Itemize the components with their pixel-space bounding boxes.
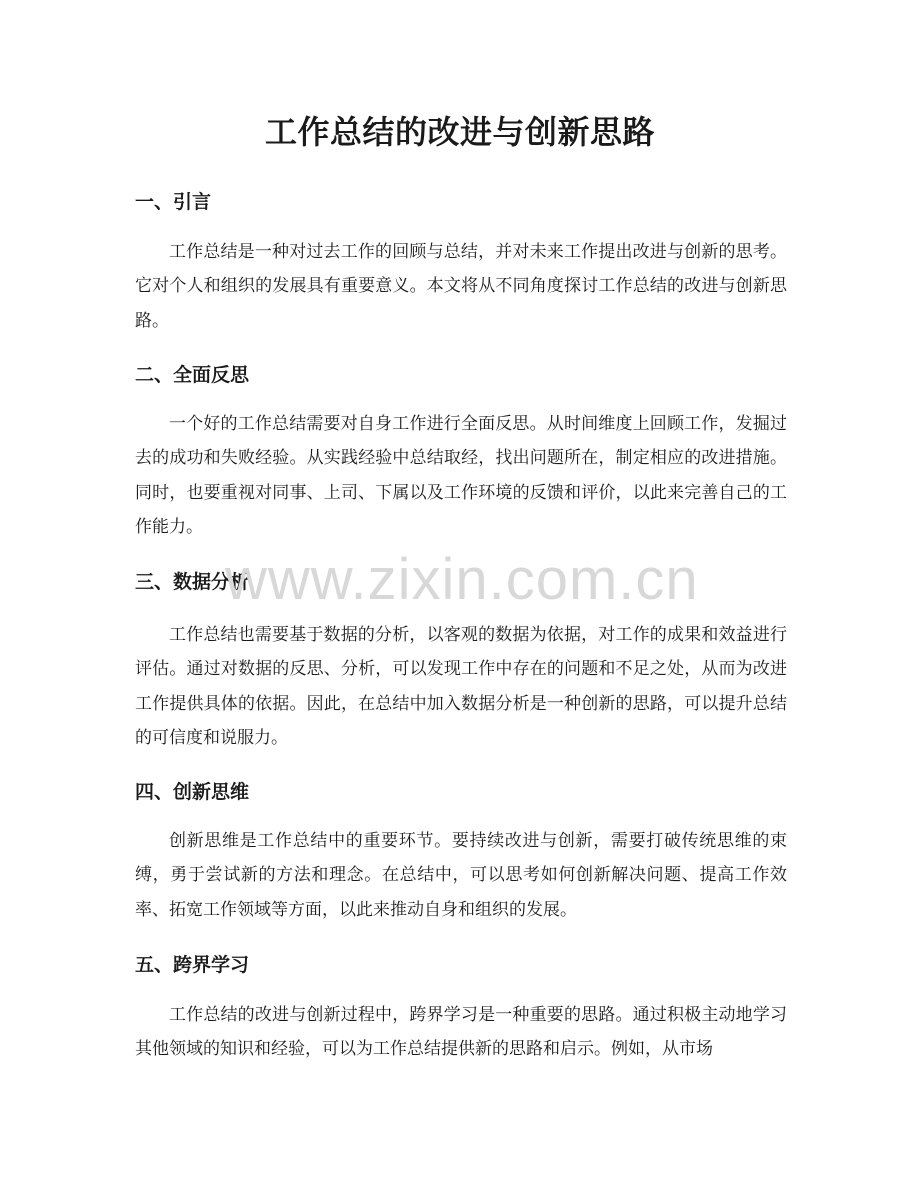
section-heading-cross-learning: 五、跨界学习 xyxy=(135,954,250,976)
section-paragraph-data-analysis: 工作总结也需要基于数据的分析，以客观的数据为依据，对工作的成果和效益进行评估。通过对数据的反思、分析，可以发现工作中存在的问题和不足之处，从而为改进工作提供具体的依据。因此，在总结中加入数据分析是一种创新的思路，可以提升总结的可信度和说服力。 xyxy=(135,625,787,748)
section-paragraph-cross-learning: 工作总结的改进与创新过程中，跨界学习是一种重要的思路。通过积极主动地学习其他领域的知识和经验，可以为工作总结提供新的思路和启示。例如，从市场 xyxy=(135,1005,787,1060)
section-heading-data-analysis: 三、数据分析 xyxy=(135,571,250,593)
section-paragraph-innovative-thinking: 创新思维是工作总结中的重要环节。要持续改进与创新，需要打破传统思维的束缚，勇于尝试新的方法和理念。在总结中，可以思考如何创新解决问题、提高工作效率、拓宽工作领域等方面，以此来推动自身和组织的发展。 xyxy=(135,831,787,920)
section-heading-innovative-thinking: 四、创新思维 xyxy=(135,781,250,803)
section-heading-reflection: 二、全面反思 xyxy=(135,364,250,386)
section-heading-introduction: 一、引言 xyxy=(135,191,212,213)
section-paragraph-introduction: 工作总结是一种对过去工作的回顾与总结，并对未来工作提出改进与创新的思考。它对个人和组织的发展具有重要意义。本文将从不同角度探讨工作总结的改进与创新思路。 xyxy=(135,242,787,331)
watermark-text: www.zixin.com.cn xyxy=(225,547,699,612)
section-paragraph-reflection: 一个好的工作总结需要对自身工作进行全面反思。从时间维度上回顾工作，发掘过去的成功和失败经验。从实践经验中总结取经，找出问题所在，制定相应的改进措施。同时，也要重视对同事、上司、下属以及工作环境的反馈和评价，以此来完善自己的工作能力。 xyxy=(135,414,787,537)
document-title: 工作总结的改进与创新思路 xyxy=(264,113,655,151)
